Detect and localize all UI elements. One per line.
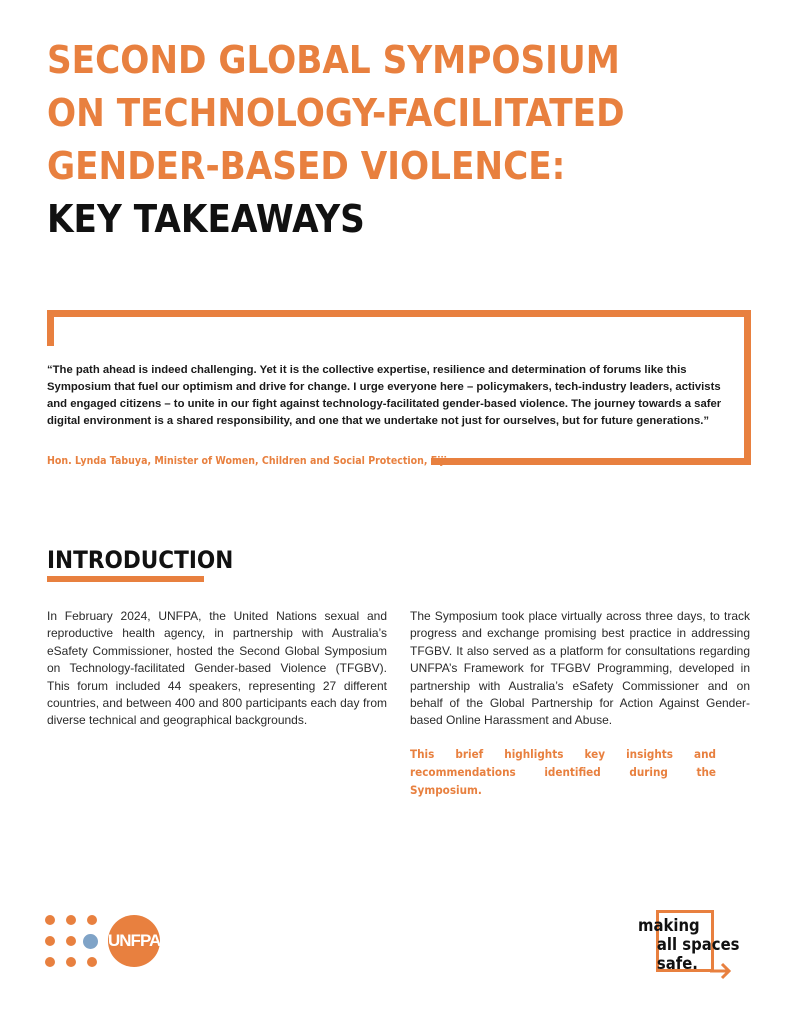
logo-dot-icon xyxy=(66,936,76,946)
logo-dot-icon xyxy=(45,957,55,967)
quote-frame-bottom-bar xyxy=(431,458,751,465)
quote-frame-left-bar xyxy=(47,310,54,346)
introduction-underline xyxy=(47,576,204,582)
title-line-1: SECOND GLOBAL SYMPOSIUM xyxy=(47,38,620,83)
quote-text: “The path ahead is indeed challenging. Yet it is the collective expertise, resilience and determination of forums like this Symposium that fuel our optimism and drive for change. I urge everyone here – policymakers, tech-industry leaders, activists and engaged citizens – to unite in our fight against technology-facilitated gender-based violence. The journey towards a safer digital environment is a shared responsibility, and one that we undertake not just for ourselves, but for future generations.” xyxy=(47,364,722,427)
title-line-4: KEY TAKEAWAYS xyxy=(47,197,365,242)
unfpa-logo-text: UNFPA xyxy=(108,931,161,950)
logo-dot-icon xyxy=(45,915,55,925)
introduction-left-paragraph: In February 2024, UNFPA, the United Nations sexual and reproductive health agency, in partnership with Australia’s eSafety Commissioner, hosted the Second Global Symposium on Technology-facilitated Gender-based Violence (TFGBV). This forum included 44 speakers, representing 27 different countries, and between 400 and 800 participants each day from diverse technical and geographical backgrounds. xyxy=(47,609,387,728)
quote-frame-right-bar xyxy=(744,310,751,465)
making-all-spaces-safe-logo xyxy=(638,910,758,980)
logo-dot-icon xyxy=(66,915,76,925)
title-line-3: GENDER-BASED VIOLENCE: xyxy=(47,144,566,189)
unfpa-logo xyxy=(45,912,165,968)
logo-dot-icon xyxy=(87,915,97,925)
campaign-line-2: all spaces xyxy=(656,935,740,954)
title-line-2: ON TECHNOLOGY-FACILITATED xyxy=(47,91,625,136)
logo-dot-icon xyxy=(45,936,55,946)
arrow-right-icon xyxy=(708,960,734,982)
introduction-right-paragraph: The Symposium took place virtually across three days, to track progress and exchange promising best practice in addressing TFGBV. It also served as a platform for consultations regarding UNFPA’s Framework for TFGBV Programming, developed in partnership with Australia’s eSafety Commissioner and on behalf of the Global Partnership for Action Against Gender-based Online Harassment and Abuse. xyxy=(410,609,750,728)
quote-author: Hon. Lynda Tabuya, Minister of Women, Children and Social Protection, Fiji xyxy=(47,454,447,467)
campaign-line-3: safe. xyxy=(656,954,698,973)
quote-frame-top-bar xyxy=(47,310,751,317)
introduction-highlight: This brief highlights key insights and recommendations identified during the Symposium. xyxy=(410,747,716,797)
un-emblem-icon xyxy=(83,934,98,949)
introduction-heading: INTRODUCTION xyxy=(47,546,234,574)
unfpa-circle xyxy=(108,915,160,967)
logo-dot-icon xyxy=(87,957,97,967)
logo-dot-icon xyxy=(66,957,76,967)
document-title xyxy=(47,34,670,246)
campaign-line-1: making xyxy=(638,916,700,935)
